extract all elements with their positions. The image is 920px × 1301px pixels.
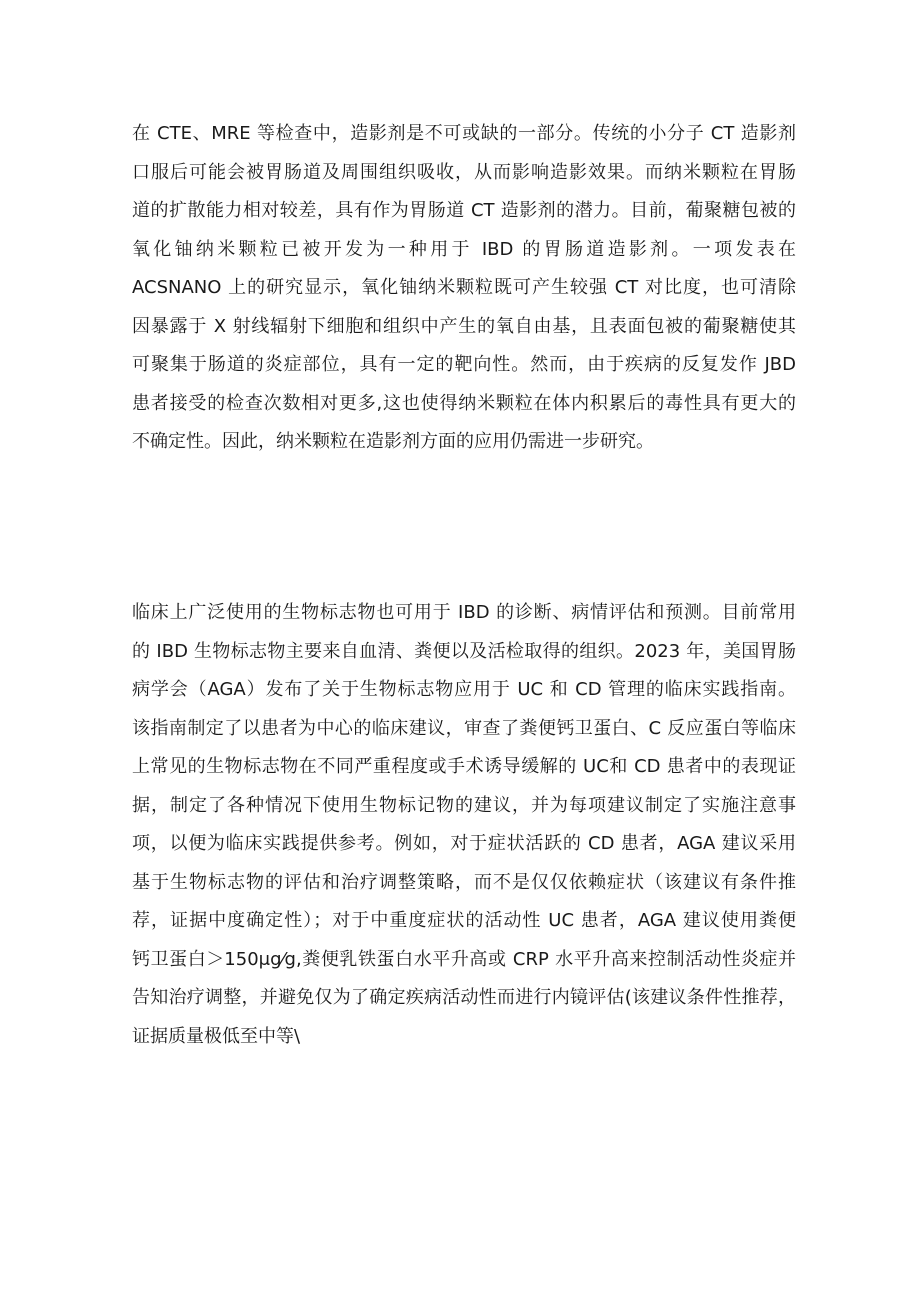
text-line: 该指南制定了以患者为中心的临床建议，审查了粪便钙卫蛋白、C 反应蛋白等临床 bbox=[132, 717, 796, 739]
text-line: 在 CTE、MRE 等检查中，造影剂是不可或缺的一部分。传统的小分子 CT 造影剂 bbox=[132, 123, 796, 144]
text-line: 钙卫蛋白＞150μg⁄g,粪便乳铁蛋白水平升高或 CRP 水平升高来控制活动性炎症并 bbox=[132, 948, 796, 970]
text-line: 道的扩散能力相对较差，具有作为胃肠道 CT 造影剂的潜力。目前，葡聚糖包被的 bbox=[132, 200, 796, 221]
text-line: 荐，证据中度确定性）；对于中重度症状的活动性 UC 患者，AGA 建议使用粪便 bbox=[132, 910, 796, 931]
text-line: 上常见的生物标志物在不同严重程度或手术诱导缓解的 UC和 CD 患者中的表现证 bbox=[132, 756, 796, 777]
text-line: 项，以便为临床实践提供参考。例如，对于症状活跃的 CD 患者，AGA 建议采用 bbox=[132, 833, 796, 854]
text-line: 证据质量极低至中等\ bbox=[132, 1025, 301, 1047]
text-line: 据，制定了各种情况下使用生物标记物的建议，并为每项建议制定了实施注意事 bbox=[132, 794, 796, 816]
paragraph-contrast-agents bbox=[132, 115, 796, 462]
text-line: 临床上广泛使用的生物标志物也可用于 IBD 的诊断、病情评估和预测。目前常用 bbox=[132, 602, 796, 623]
text-line: 氧化铀纳米颗粒已被开发为一种用于 IBD 的胃肠道造影剂。一项发表在 bbox=[132, 238, 796, 260]
paragraph-biomarkers bbox=[132, 594, 796, 1056]
text-line: ACSNANO 上的研究显示，氧化铀纳米颗粒既可产生较强 CT 对比度，也可清除 bbox=[132, 277, 796, 298]
text-line: 因暴露于 X 射线辐射下细胞和组织中产生的氧自由基，且表面包被的葡聚糖使其 bbox=[132, 315, 796, 337]
text-line: 的 IBD 生物标志物主要来自血清、粪便以及活检取得的组织。2023 年，美国胃肠 bbox=[132, 640, 796, 662]
text-line: 病学会（AGA）发布了关于生物标志物应用于 UC 和 CD 管理的临床实践指南。 bbox=[132, 679, 796, 700]
text-line: 患者接受的检查次数相对更多,这也使得纳米颗粒在体内积累后的毒性具有更大的 bbox=[132, 392, 796, 414]
text-line: 口服后可能会被胃肠道及周围组织吸收，从而影响造影效果。而纳米颗粒在胃肠 bbox=[132, 161, 796, 183]
text-line: 告知治疗调整，并避免仅为了确定疾病活动性而进行内镜评估(该建议条件性推荐， bbox=[132, 987, 796, 1008]
text-line: 基于生物标志物的评估和治疗调整策略，而不是仅仅依赖症状（该建议有条件推 bbox=[132, 871, 796, 893]
text-line: 不确定性。因此，纳米颗粒在造影剂方面的应用仍需进一步研究。 bbox=[132, 431, 654, 452]
text-line: 可聚集于肠道的炎症部位，具有一定的靶向性。然而，由于疾病的反复发作 JBD bbox=[132, 354, 796, 375]
